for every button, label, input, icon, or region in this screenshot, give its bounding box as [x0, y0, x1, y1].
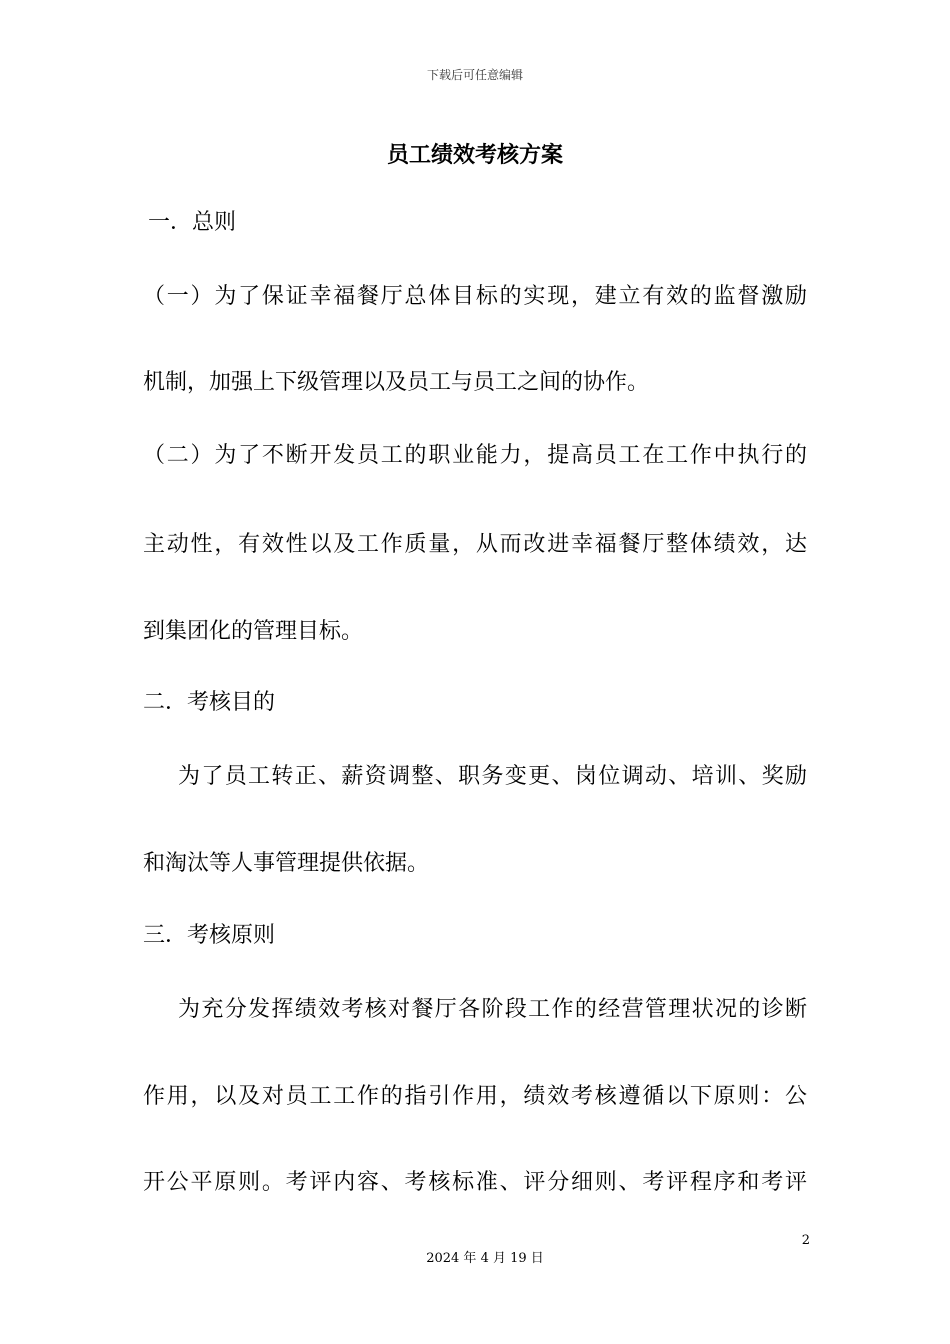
paragraph-line: 为充分发挥绩效考核对餐厅各阶段工作的经营管理状况的诊断 [178, 997, 807, 1022]
paragraph-line: （一）为了保证幸福餐厅总体目标的实现，建立有效的监督激励 [143, 284, 807, 309]
page-number: 2 [801, 1233, 810, 1248]
paragraph-line: 到集团化的管理目标。 [143, 619, 364, 644]
section-heading-principles: 三．考核原则 [143, 923, 276, 948]
section-heading-purpose: 二．考核目的 [143, 690, 276, 715]
paragraph-line: （二）为了不断开发员工的职业能力，提高员工在工作中执行的 [143, 443, 807, 468]
paragraph-line: 主动性，有效性以及工作质量，从而改进幸福餐厅整体绩效，达 [143, 532, 807, 557]
paragraph-line: 和淘汰等人事管理提供依据。 [143, 851, 430, 876]
footer-date: 2024 年 4 月 19 日 [426, 1251, 544, 1266]
paragraph-line: 为了员工转正、薪资调整、职务变更、岗位调动、培训、奖励 [178, 764, 807, 789]
header-note: 下载后可任意编辑 [426, 68, 523, 82]
document-title: 员工绩效考核方案 [386, 143, 563, 168]
section-heading-general: 一．总则 [148, 210, 237, 235]
paragraph-line: 开公平原则。考评内容、考核标准、评分细则、考评程序和考评 [143, 1170, 807, 1195]
paragraph-line: 作用，以及对员工工作的指引作用，绩效考核遵循以下原则：公 [143, 1084, 807, 1109]
paragraph-line: 机制，加强上下级管理以及员工与员工之间的协作。 [143, 370, 650, 395]
